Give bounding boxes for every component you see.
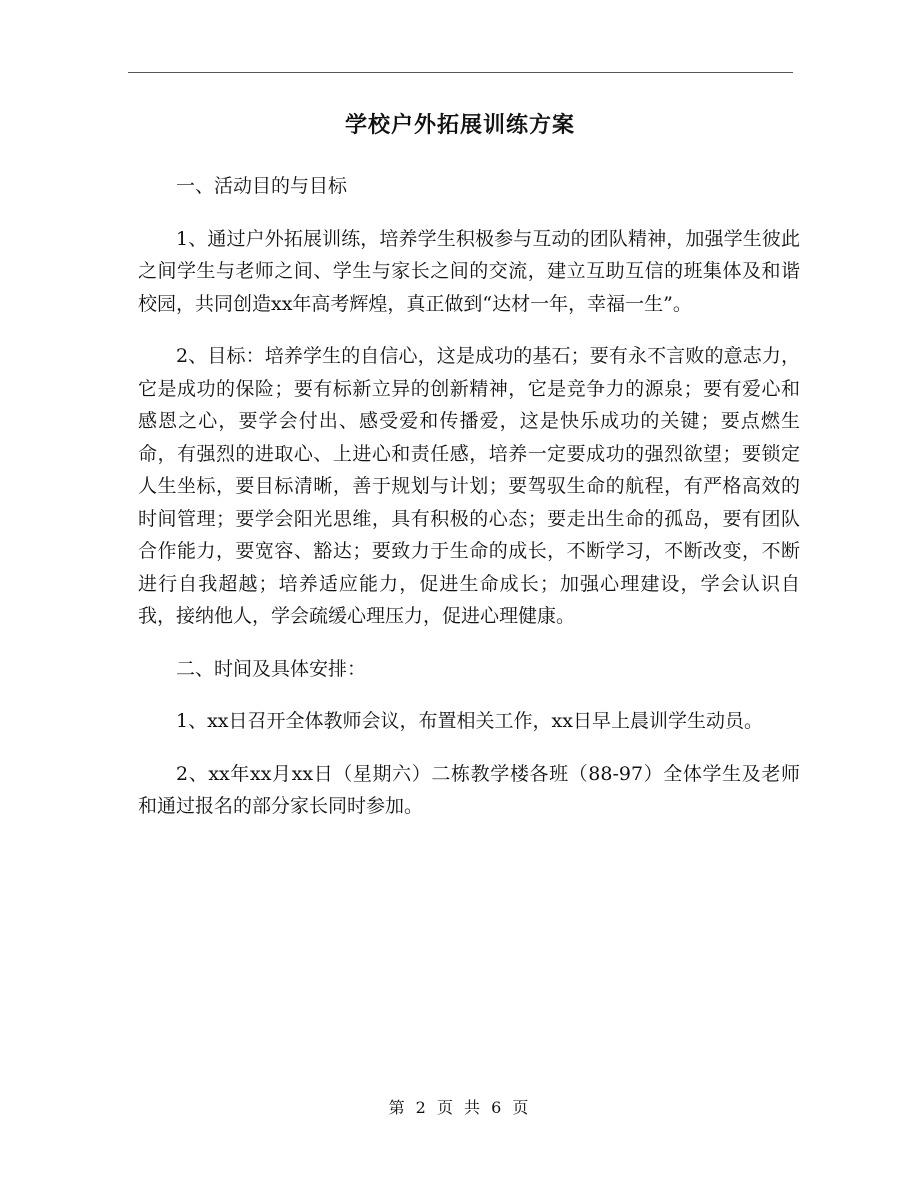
section-heading-goals: 一、活动目的与目标 [176,175,348,197]
paragraph-schedule-2: 2、xx年xx月xx日（星期六）二栋教学楼各班（88-97）全体学生及老师和通过报名的部分家长同时参加。 [138,762,800,817]
document-body [138,170,800,843]
section-heading-schedule: 二、时间及具体安排： [176,657,367,680]
page-number-footer: 第 2 页 共 6 页 [388,1098,532,1117]
paragraph-goal-2: 2、目标：培养学生的自信心，这是成功的基石；要有永不言败的意志力，它是成功的保险；要有标新立异的创新精神，它是竞争力的源泉；要有爱心和感恩之心，要学会付出、感受爱和传播爱，这是快乐成功的关键；要点燃生命，有强烈的进取心、上进心和责任感，培养一定要成功的强烈欲望；要锁定人生坐标，要目标清晰，善于规划与计划；要驾驭生命的航程，有严格高效的时间管理；要学会阳光思维，具有积极的心态；要走出生命的孤岛，要有团队合作能力，要宽容、豁达；要致力于生命的成长，不断学习，不断改变，不断进行自我超越；培养适应能力，促进生命成长；加强心理建设，学会认识自我，接纳他人，学会疏缓心理压力，促进心理健康。 [138,345,800,627]
paragraph-schedule-1: 1、xx日召开全体教师会议，布置相关工作，xx日早上晨训学生动员。 [176,710,763,732]
header-rule [128,72,793,73]
paragraph-goal-1: 1、通过户外拓展训练，培养学生积极参与互动的团队精神，加强学生彼此之间学生与老师之间、学生与家长之间的交流，建立互助互信的班集体及和谐校园，共同创造xx年高考辉煌，真正做到“达材一年，幸福一生”。 [138,227,800,315]
page-title: 学校户外拓展训练方案 [344,112,575,138]
